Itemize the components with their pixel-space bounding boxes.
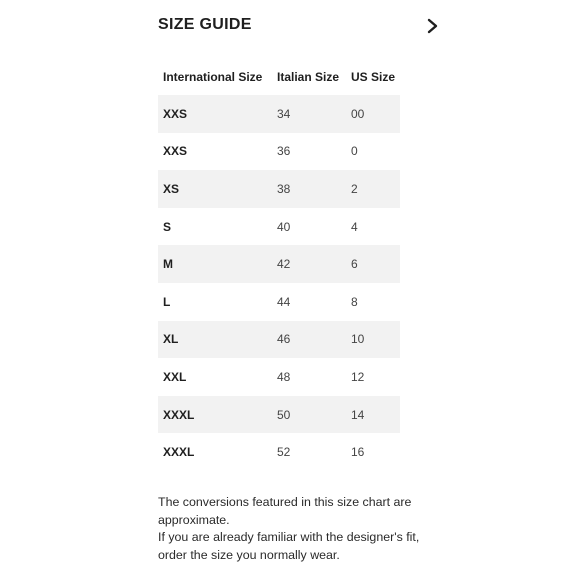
table-row <box>158 95 400 133</box>
international-size-cell: S <box>163 219 172 234</box>
us-size-cell: 2 <box>346 170 400 208</box>
international-size-cell: XS <box>158 170 272 208</box>
table-row <box>158 170 400 208</box>
international-size-cell: XXXL <box>158 396 272 434</box>
column-header-us: US Size <box>351 69 396 84</box>
international-size-cell: XL <box>158 321 272 359</box>
us-size-cell: 16 <box>351 445 365 460</box>
italian-size-cell: 38 <box>272 170 346 208</box>
size-guide-panel <box>158 0 448 580</box>
us-size-cell: 14 <box>346 396 400 434</box>
table-row <box>158 321 400 359</box>
italian-size-cell: 34 <box>272 95 346 133</box>
international-size-cell: M <box>158 245 272 283</box>
us-size-cell: 00 <box>346 95 400 133</box>
note-line-approximate: The conversions featured in this size chart are approximate. <box>158 495 412 527</box>
table-row <box>158 396 400 434</box>
international-size-cell: XXL <box>163 369 187 384</box>
us-size-cell: 10 <box>346 321 400 359</box>
us-size-cell: 0 <box>351 144 358 159</box>
italian-size-cell: 48 <box>277 369 291 384</box>
size-guide-header <box>158 14 440 38</box>
italian-size-cell: 40 <box>277 219 291 234</box>
size-chart-note <box>158 494 448 564</box>
us-size-cell: 8 <box>351 294 358 309</box>
note-line-fit: If you are already familiar with the designer's fit, order the size you normally wear. <box>158 530 420 562</box>
chevron-right-icon <box>424 16 440 36</box>
us-size-cell: 4 <box>351 219 358 234</box>
page-title: SIZE GUIDE <box>158 16 252 33</box>
italian-size-cell: 36 <box>277 144 291 159</box>
table-header-row <box>158 58 400 95</box>
table-row <box>158 433 400 471</box>
column-header-italian: Italian Size <box>277 69 340 84</box>
close-button[interactable] <box>424 16 440 36</box>
italian-size-cell: 42 <box>272 245 346 283</box>
table-row <box>158 283 400 321</box>
table-row <box>158 358 400 396</box>
italian-size-cell: 50 <box>272 396 346 434</box>
international-size-cell: L <box>163 294 171 309</box>
italian-size-cell: 52 <box>277 445 291 460</box>
table-row <box>158 245 400 283</box>
us-size-cell: 6 <box>346 245 400 283</box>
us-size-cell: 12 <box>351 369 365 384</box>
table-row <box>158 133 400 171</box>
italian-size-cell: 44 <box>277 294 291 309</box>
international-size-cell: XXS <box>158 95 272 133</box>
italian-size-cell: 46 <box>272 321 346 359</box>
size-table <box>158 58 400 471</box>
table-row <box>158 208 400 246</box>
column-header-international: International Size <box>163 69 263 84</box>
international-size-cell: XXXL <box>163 445 195 460</box>
international-size-cell: XXS <box>163 144 188 159</box>
